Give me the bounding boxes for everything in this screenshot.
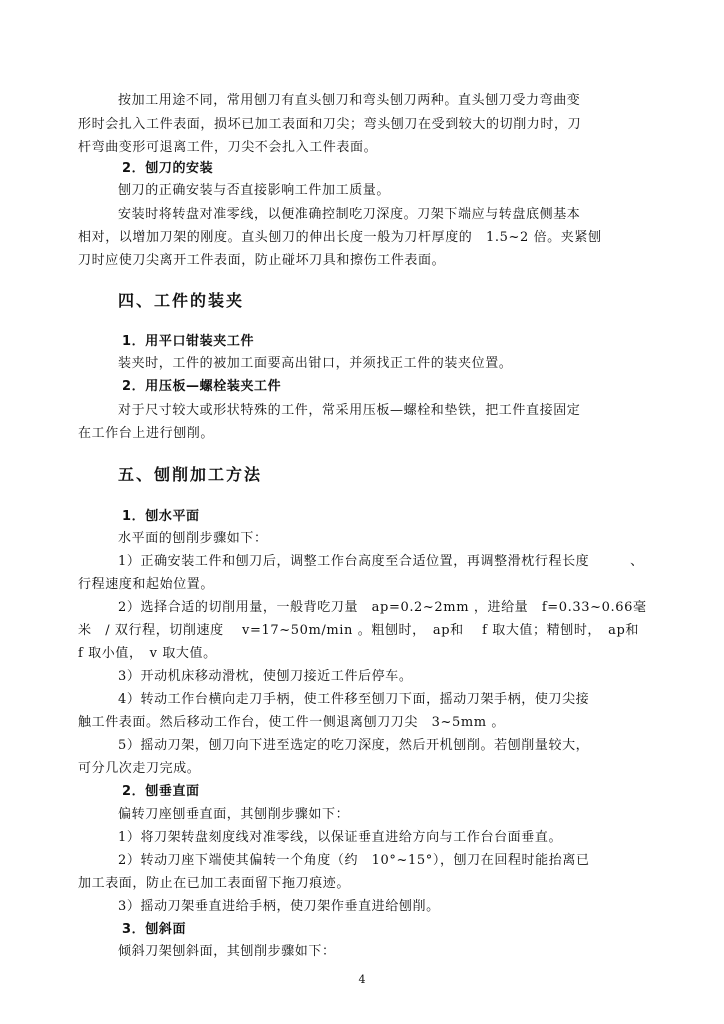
page-number: 4: [358, 973, 366, 986]
text-run: 2）选择合适的切削用量，一般背吃刀量 a: [118, 600, 381, 615]
paragraph-line: 刀时应使刀尖离开工件表面，防止碰坏刀具和擦伤工件表面。: [78, 253, 446, 268]
paragraph-line: 装夹时，工件的被加工面要高出钳口，并须找正工件的装夹位置。: [118, 356, 513, 371]
text-run: p和: [616, 623, 639, 638]
paragraph-line: 5）摇动刀架，刨刀向下进至选定的吃刀深度，然后开机刨削。若刨削量较大，: [118, 738, 590, 753]
paragraph-line: [78, 622, 654, 640]
paragraph-line: 加工表面，防止在已加工表面留下拖刀痕迹。: [78, 876, 351, 891]
paragraph-line: 形时会扎入工件表面，损坏已加工表面和刀尖；弯头刨刀在受到较大的切削力时，刀: [78, 117, 582, 132]
paragraph-line: 倾斜刀架刨斜面，其刨削步骤如下：: [118, 944, 336, 959]
paragraph-line: 对于尺寸较大或形状特殊的工件，常采用压板—螺栓和垫铁，把工件直接固定: [118, 403, 581, 418]
paragraph-line: 水平面的刨削步骤如下：: [118, 531, 268, 546]
paragraph-line: [118, 599, 654, 617]
text-run: p和 f 取大值；精刨时， a: [441, 623, 617, 638]
paragraph-line: 可分几次走刀完成。: [78, 761, 201, 776]
paragraph-line: 行程速度和起始位置。: [78, 577, 215, 592]
text-run: p=0.2~2mm ，进给量 f=0.33~0.66毫: [380, 600, 647, 615]
section-heading: 五、刨削加工方法: [118, 465, 263, 484]
subheading: 2．刨垂直面: [122, 784, 200, 799]
paragraph-line: 在工作台上进行刨削。: [78, 426, 215, 441]
paragraph-line: f 取小值， v 取大值。: [78, 646, 217, 661]
subheading: 2．刨刀的安装: [122, 161, 214, 176]
section-heading: 四、工件的装夹: [118, 291, 245, 310]
subheading: 3．刨斜面: [122, 922, 187, 937]
paragraph-line: 偏转刀座刨垂直面，其刨削步骤如下：: [118, 807, 350, 822]
paragraph-line: 2）转动刀座下端使其偏转一个角度（约 10°~15°），刨刀在回程时能抬离已: [118, 853, 590, 868]
paragraph-line: 安装时将转盘对准零线，以便准确控制吃刀深度。刀架下端应与转盘底侧基本: [118, 207, 581, 222]
paragraph-line: 3）摇动刀架垂直进给手柄，使刀架作垂直进给刨削。: [118, 899, 440, 914]
paragraph-line: 相对，以增加刀架的刚度。直头刨刀的伸出长度一般为刀杆厚度的 1.5~2 倍。夹紧刨: [78, 230, 602, 245]
paragraph-line: 3）开动机床移动滑枕，使刨刀接近工件后停车。: [118, 669, 413, 684]
paragraph-line: 杆弯曲变形可退离工件，刀尖不会扎入工件表面。: [78, 140, 378, 155]
paragraph-line: 4）转动工作台横向走刀手柄，使工件移至刨刀下面，摇动刀架手柄，使刀尖接: [118, 692, 590, 707]
text-run: 米 / 双行程，切削速度 v=17~50m/min 。粗刨时， a: [78, 623, 442, 638]
paragraph-line: 1）正确安装工件和刨刀后，调整工作台高度至合适位置，再调整滑枕行程长度 、: [118, 554, 644, 569]
paragraph-line: 触工件表面。然后移动工作台，使工件一侧退离刨刀刀尖 3~5mm 。: [78, 715, 506, 730]
paragraph-line: 1）将刀架转盘刻度线对准零线，以保证垂直进给方向与工作台台面垂直。: [118, 830, 563, 845]
subheading: 1．刨水平面: [122, 509, 200, 524]
paragraph-line: 按加工用途不同，常用刨刀有直头刨刀和弯头刨刀两种。直头刨刀受力弯曲变: [118, 93, 581, 108]
subheading: 1．用平口钳装夹工件: [122, 334, 255, 349]
paragraph-line: 刨刀的正确安装与否直接影响工件加工质量。: [118, 183, 391, 198]
subheading: 2．用压板—螺栓装夹工件: [122, 379, 282, 394]
